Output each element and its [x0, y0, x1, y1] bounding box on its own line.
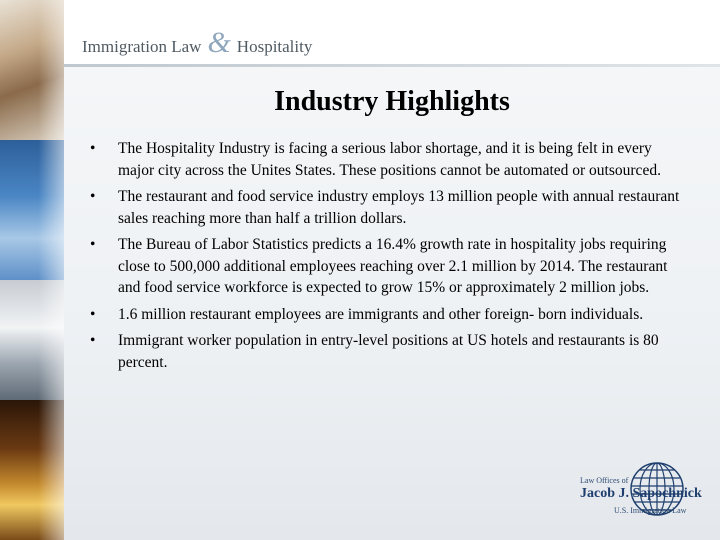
bullet-item — [90, 138, 690, 181]
bullet-text: The Hospitality Industry is facing a serious labor shortage, and it is being felt in every major city across the Unites States. These positions cannot be automated or outsourced. — [118, 140, 661, 179]
bullet-marker: • — [90, 332, 96, 349]
logo-firm-name: Jacob J. Sapochnick — [580, 486, 702, 501]
logo-law-offices: Law Offices of — [580, 476, 629, 485]
logo-subtitle: U.S. Immigration Law — [614, 506, 687, 515]
bullet-marker: • — [90, 305, 96, 323]
bullet-list — [90, 138, 690, 378]
bullet-text: Immigrant worker population in entry-level positions at US hotels and restaurants is 80 percent. — [118, 332, 659, 371]
bullet-item — [90, 304, 690, 326]
bullet-marker: • — [90, 236, 96, 253]
bullet-text: The Bureau of Labor Statistics predicts a 16.4% growth rate in hospitality jobs requiring close to 500,000 additional employees reaching over 2.1 million by 2014. The restaurant and food service workforce is expected to grow 15% or approximately 2 million jobs. — [118, 236, 668, 296]
bullet-text: 1.6 million restaurant employees are immigrants and other foreign- born individuals. — [118, 305, 644, 323]
brand-title — [82, 28, 312, 60]
bullet-item — [90, 234, 690, 299]
photo-strip-fade — [0, 0, 64, 540]
bullet-marker: • — [90, 188, 96, 205]
photo-strip — [0, 0, 64, 540]
slide-title: Industry Highlights — [274, 86, 510, 117]
bullet-marker: • — [90, 140, 96, 157]
bullet-item — [90, 330, 690, 373]
firm-logo — [580, 460, 712, 526]
bullet-item — [90, 186, 690, 229]
bullet-text: The restaurant and food service industry employs 13 million people with annual restaurant sales reaching more than half a trillion dollars. — [118, 188, 680, 227]
brand-ampersand: & — [207, 26, 231, 59]
brand-part1: Immigration Law — [82, 37, 202, 56]
brand-part2: Hospitality — [236, 37, 313, 56]
